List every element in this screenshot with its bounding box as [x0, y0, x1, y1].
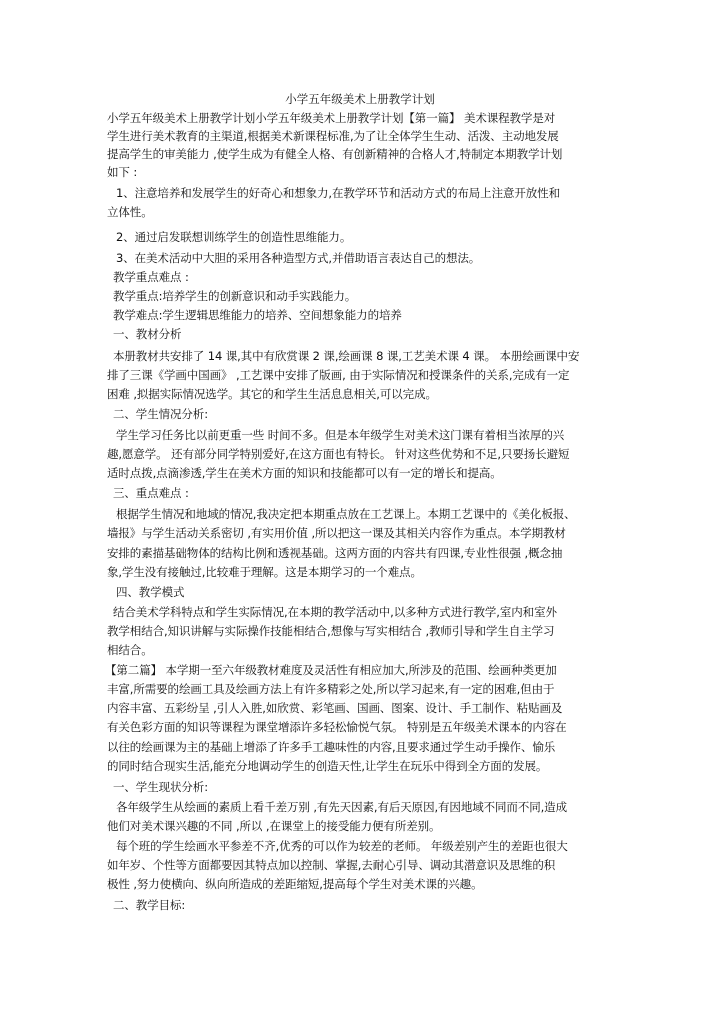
- text-line: 内容丰富、五彩纷呈 ,引人入胜,如欣赏、彩笔画、国画、图案、设计、手工制作、粘贴画及: [107, 701, 563, 715]
- text-line: 教学重点难点 :: [113, 270, 189, 284]
- text-line: 如年岁、个性等方面都要因其特点加以控制、掌握,去耐心引导、调动其潜意识及思维的积: [107, 858, 556, 872]
- document-title: 小学五年级美术上册教学计划: [285, 92, 435, 106]
- text-line: 根据学生情况和地域的情况,我决定把本期重点放在工艺课上。本期工艺课中的《美化板报、: [116, 507, 576, 521]
- text-line: 二、教学目标:: [113, 898, 186, 912]
- text-line: 一、教材分析: [113, 327, 182, 341]
- text-line: 象,学生没有接触过,比较难于理解。这是本期学习的一个难点。: [107, 565, 422, 579]
- text-line: 教学相结合,知识讲解与实际操作技能相结合,想像与写实相结合 ,教师引导和学生自主学习: [107, 624, 555, 638]
- text-line: 3、在美术活动中大胆的采用各种造型方式,并借助语言表达自己的想法。: [116, 251, 481, 265]
- text-line: 教学重点:培养学生的创新意识和动手实践能力。: [113, 289, 357, 303]
- text-line: 他们对美术课兴趣的不同 ,所以 ,在课堂上的接受能力便有所差别。: [107, 819, 441, 833]
- text-line: 的同时结合现实生活,能充分地调动学生的创造天性,让学生在玩乐中得到全方面的发展。: [107, 759, 548, 773]
- text-line: 排了三课《学画中国画》 ,工艺课中安排了版画, 由于实际情况和授课条件的关系,完成有一定: [107, 368, 570, 382]
- text-line: 立体性。: [107, 205, 153, 219]
- text-line: 四、教学模式: [116, 585, 185, 599]
- text-line: 墙报》与学生活动关系密切 ,有实用价值 ,所以把这一课及其相关内容作为重点。本学期教材: [107, 526, 566, 540]
- text-line: 困难 ,拟据实际情况选学。其它的和学生生活息息相关,可以完成。: [107, 387, 437, 401]
- text-line: 极性 ,努力使横向、纵向所造成的差距缩短,提高每个学生对美术课的兴趣。: [107, 877, 483, 891]
- text-line: 趣,愿意学。 还有部分同学特别爱好,在这方面也有特长。 针对这些优势和不足,只要扬长避短: [107, 447, 570, 461]
- text-line: 结合美术学科特点和学生实际情况,在本期的教学活动中,以多种方式进行教学,室内和室外: [113, 605, 557, 619]
- text-line: 三、重点难点 :: [113, 486, 189, 500]
- text-line: 每个班的学生绘画水平参差不齐,优秀的可以作为较差的老师。 年级差别产生的差距也很大: [116, 839, 568, 853]
- text-line: 有关色彩方面的知识等课程为课堂增添许多轻松愉悦气氛。 特别是五年级美术课本的内容在: [107, 720, 567, 734]
- text-line: 安排的素描基础物体的结构比例和透视基础。这两方面的内容共有四课,专业性很强 ,概念抽: [107, 546, 563, 560]
- text-line: 一、学生现状分析:: [113, 780, 208, 794]
- text-line: 【第二篇】 本学期一至六年级教材难度及灵活性有相应加大,所涉及的范围、绘画种类更加: [105, 663, 557, 677]
- text-line: 2、通过启发联想训练学生的创造性思维能力。: [116, 230, 352, 244]
- text-line: 相结合。: [107, 643, 153, 657]
- text-line: 学生学习任务比以前更重一些 时间不多。但是本年级学生对美术这门课有着相当浓厚的兴: [116, 428, 565, 442]
- text-line: 各年级学生从绘画的素质上看千差万别 ,有先天因素,有后天原因,有因地域不同而不同,造成: [116, 800, 567, 814]
- text-line: 1、注意培养和发展学生的好奇心和想象力,在教学环节和活动方式的布局上注意开放性和: [116, 186, 560, 200]
- text-line: 本册教材共安排了 14 课,其中有欣赏课 2 课,绘画课 8 课,工艺美术课 4 课。 本册绘画课中安: [113, 349, 580, 363]
- text-line: 丰富,所需要的绘画工具及绘画方法上有许多精彩之处,所以学习起来,有一定的困难,但由于: [107, 682, 555, 696]
- text-line: 学生进行美术教育的主渠道,根据美术新课程标准,为了让全体学生生动、活泼、主动地发展: [107, 129, 559, 143]
- text-line: 以往的绘画课为主的基础上增添了许多手工趣味性的内容,且要求通过学生动手操作、愉乐: [107, 740, 556, 754]
- text-line: 二、学生情况分析:: [113, 407, 208, 421]
- text-line: 教学难点:学生逻辑思维能力的培养、空间想象能力的培养: [113, 308, 402, 322]
- text-line: 适时点拨,点滴渗透,学生在美术方面的知识和技能都可以有一定的增长和提高。: [107, 466, 502, 480]
- text-line: 如下 :: [107, 165, 138, 179]
- text-line: 小学五年级美术上册教学计划小学五年级美术上册教学计划【第一篇】 美术课程教学是对: [107, 111, 556, 125]
- text-line: 提高学生的审美能力 ,使学生成为有健全人格、有创新精神的合格人才,特制定本期教学计划: [107, 147, 563, 161]
